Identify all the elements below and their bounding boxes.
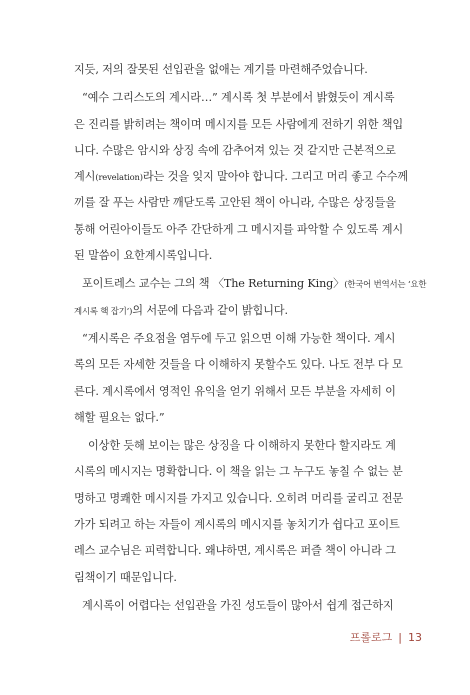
text-line: 레스 교수님은 피력합니다. 왜냐하면, 계시록은 퍼즐 책이 아니라 그: [74, 544, 396, 558]
annotation-text: (revelation): [95, 172, 143, 183]
text-line: 른다. 계시록에서 영적인 유익을 얻기 위해서 모든 부분을 자세히 이: [74, 384, 396, 398]
text-line: 시록의 메시지는 명확합니다. 이 책을 읽는 그 누구도 놓칠 수 없는 분: [74, 465, 403, 479]
text-line: 이상한 듯해 보이는 많은 상징을 다 이해하지 못한다 할지라도 계: [88, 439, 396, 453]
annotation-text: (한국어 번역서는 ‘요한: [344, 279, 427, 290]
annotation-text: 계시록 핵 잡기’): [74, 305, 133, 316]
text-line: 지듯, 저의 잘못된 선입관을 없애는 계기를 마련해주었습니다.: [74, 63, 368, 76]
text-line: [74, 164, 406, 190]
text-line: 림책이기 때문입니다.: [74, 570, 177, 584]
text-line: 된 말씀이 요한계시록입니다.: [74, 249, 213, 263]
text-line: 가가 되려고 하는 자들이 계시록의 메시지를 놓치기가 쉽다고 포이트: [74, 518, 400, 532]
text-segment: 라는 것을 잊지 말아야 합니다. 그리고 머리 좋고 수수께: [142, 170, 408, 184]
footer-separator: |: [398, 631, 402, 644]
text-line: 명하고 명쾌한 메시지를 가지고 있습니다. 오히려 머리를 굴리고 전문: [74, 491, 404, 505]
text-line: 은 진리를 밝히려는 책이며 메시지를 모든 사람에게 전하기 위한 책입: [74, 117, 404, 131]
text-line: [74, 271, 427, 297]
document-body: [74, 57, 427, 619]
text-line: 해할 필요는 없다.”: [74, 410, 165, 424]
text-segment: 계시: [74, 170, 96, 184]
text-segment: 의 서문에 다음과 같이 밝힙니다.: [132, 303, 288, 317]
text-line: 계시록이 어렵다는 선입관을 가진 성도들이 많아서 쉽게 접근하지: [82, 598, 394, 612]
text-line: [74, 298, 406, 324]
text-segment: 포이트레스 교수는 그의 책 〈The Returning King〉: [82, 277, 345, 291]
text-line: 니다. 수많은 암시와 상징 속에 감추어져 있는 것 같지만 근본적으로: [74, 143, 396, 157]
text-line: 끼를 잘 푸는 사람만 깨닫도록 고안된 책이 아니라, 수많은 상징들을: [74, 196, 396, 210]
text-line: 통해 어린아이들도 아주 간단하게 그 메시지를 파악할 수 있도록 계시: [74, 222, 404, 236]
text-line: “계시록은 주요점을 염두에 두고 읽으면 이해 가능한 책이다. 계시: [82, 331, 396, 345]
section-title: 프롤로그: [349, 631, 393, 644]
text-line: “예수 그리스도의 계시라…” 계시록 첫 부분에서 밝혔듯이 계시록: [82, 91, 395, 105]
page-footer: [350, 629, 422, 645]
text-line: 록의 모든 자세한 것들을 다 이해하지 못할수도 있다. 나도 전부 다 모: [74, 358, 403, 372]
page-number: 13: [408, 631, 422, 644]
